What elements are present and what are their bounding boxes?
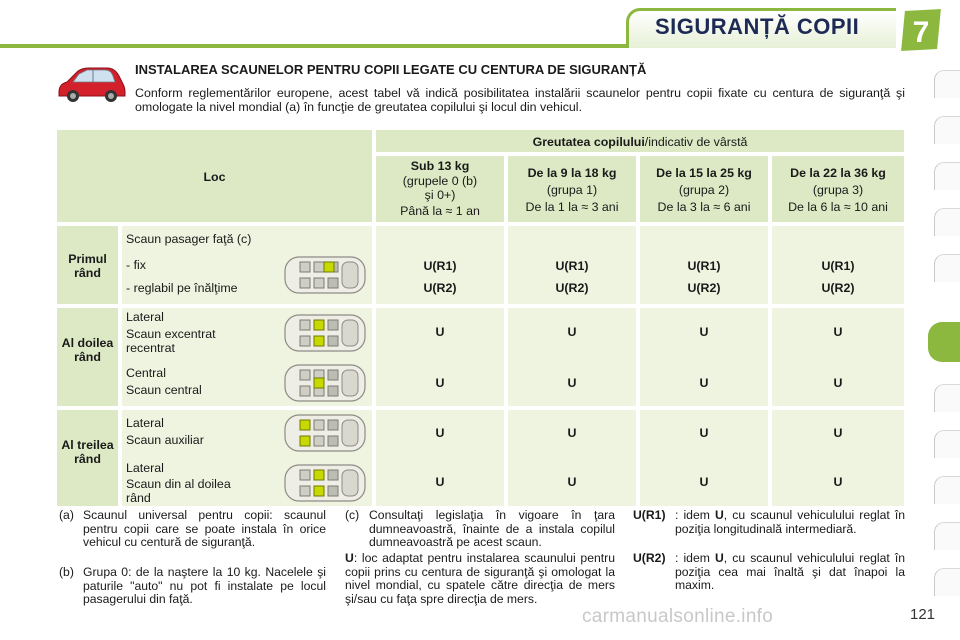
header-bar bbox=[0, 0, 960, 52]
seat-value: U(R2) bbox=[821, 281, 855, 295]
row-label: Al treilea rând bbox=[61, 438, 114, 466]
row-label: Primul rând bbox=[68, 252, 107, 280]
car-seat-diagram-icon bbox=[284, 414, 366, 452]
side-tab-active[interactable] bbox=[928, 322, 960, 362]
value-cell bbox=[772, 308, 904, 406]
side-tab[interactable] bbox=[934, 384, 960, 412]
car-seat-diagram-icon bbox=[284, 314, 366, 352]
seat-value: U bbox=[699, 426, 709, 440]
footnote-text: , cu scaunul vehiculului reglat în poziţia cea mai înaltă şi dat înapoi la maxim. bbox=[675, 551, 905, 592]
row-label-cell bbox=[57, 410, 118, 506]
seat-value: U bbox=[699, 475, 709, 489]
seat-value: U(R1) bbox=[555, 259, 589, 273]
seat-name: Lateral bbox=[126, 461, 164, 475]
footnote-b bbox=[59, 566, 326, 607]
footnote-a bbox=[59, 509, 326, 550]
seat-value: U bbox=[699, 376, 709, 390]
loc-header-cell bbox=[57, 130, 372, 222]
seat-cell bbox=[122, 410, 372, 506]
footnote-text: Scaunul universal pentru copii: scaunul pentru copii care se poate instala în orice vehicul cu centură de siguranţă. bbox=[83, 508, 326, 549]
column-header bbox=[772, 156, 904, 222]
side-tab[interactable] bbox=[934, 254, 960, 282]
seat-value: U bbox=[567, 325, 577, 339]
car-seat-diagram-icon bbox=[284, 364, 366, 402]
side-tab[interactable] bbox=[934, 522, 960, 550]
value-cell bbox=[508, 308, 636, 406]
car-seat-diagram-icon bbox=[284, 256, 366, 294]
seat-value: U bbox=[567, 376, 577, 390]
column-title: De la 15 la 25 kg bbox=[656, 166, 752, 180]
footnote-u bbox=[345, 552, 615, 606]
column-sub: şi 0+) bbox=[424, 188, 456, 202]
footnote-text: : idem bbox=[675, 508, 715, 522]
column-title: De la 22 la 36 kg bbox=[790, 166, 886, 180]
seat-option: - fix bbox=[126, 258, 146, 272]
footnote-key: U(R2) bbox=[633, 551, 666, 565]
seat-value: U(R1) bbox=[687, 259, 721, 273]
seat-name: Scaun excentrat recentrat bbox=[126, 327, 216, 355]
value-cell bbox=[640, 410, 768, 506]
value-cell bbox=[640, 308, 768, 406]
footnote-text: Consultaţi legislaţia în vigoare în ţara dumneavoastră, înainte de a instala copilul dumneavoastră pe acest scaun. bbox=[369, 508, 615, 549]
side-tab[interactable] bbox=[934, 430, 960, 458]
footnote-c bbox=[345, 509, 615, 550]
row-label-cell bbox=[57, 226, 118, 304]
seat-cell bbox=[122, 226, 372, 304]
seat-name: Scaun central bbox=[126, 383, 202, 397]
row-label: Al doilea rând bbox=[61, 336, 114, 364]
seat-name: Scaun din al doilea rând bbox=[126, 477, 231, 505]
value-cell bbox=[376, 226, 504, 304]
column-sub: (grupa 1) bbox=[546, 183, 598, 197]
svg-text:7: 7 bbox=[912, 16, 930, 49]
side-tab[interactable] bbox=[934, 162, 960, 190]
column-sub: (grupa 2) bbox=[678, 183, 730, 197]
seat-cell bbox=[122, 308, 372, 406]
column-sub: (grupa 3) bbox=[812, 183, 864, 197]
column-sub: (grupele 0 (b) bbox=[402, 174, 478, 188]
weight-header-bold: Greutatea copilului bbox=[532, 135, 645, 149]
column-age: De la 1 la ≈ 3 ani bbox=[525, 200, 619, 214]
seat-option: - reglabil pe înălţime bbox=[126, 281, 238, 295]
seat-name: Scaun pasager faţă (c) bbox=[126, 232, 252, 246]
seat-value: U bbox=[699, 325, 709, 339]
footnote-key: (c) bbox=[345, 508, 360, 522]
seat-value: U bbox=[833, 325, 843, 339]
footnote-key: (b) bbox=[59, 565, 74, 579]
seat-value: U bbox=[435, 325, 445, 339]
footnote-key: U bbox=[345, 551, 354, 565]
value-cell bbox=[772, 226, 904, 304]
column-age: De la 3 la ≈ 6 ani bbox=[657, 200, 751, 214]
seat-value: U bbox=[435, 376, 445, 390]
page-title: SIGURANȚĂ COPII bbox=[655, 14, 860, 39]
seat-name: Lateral bbox=[126, 310, 164, 324]
side-tab[interactable] bbox=[934, 568, 960, 596]
child-seat-table bbox=[57, 130, 904, 506]
column-title: De la 9 la 18 kg bbox=[527, 166, 617, 180]
value-cell bbox=[376, 410, 504, 506]
seat-value: U bbox=[833, 475, 843, 489]
footnote-r1 bbox=[633, 509, 905, 536]
watermark: carmanualsonline.info bbox=[582, 606, 774, 627]
side-tabs bbox=[928, 64, 960, 624]
value-cell bbox=[508, 410, 636, 506]
column-age: Până la ≈ 1 an bbox=[400, 204, 480, 218]
seat-value: U(R2) bbox=[555, 281, 589, 295]
column-title: Sub 13 kg bbox=[410, 159, 470, 173]
seat-name: Scaun auxiliar bbox=[126, 433, 204, 447]
value-cell bbox=[376, 308, 504, 406]
footnote-r2 bbox=[633, 552, 905, 593]
column-header bbox=[508, 156, 636, 222]
seat-value: U(R1) bbox=[423, 259, 457, 273]
seat-name: Lateral bbox=[126, 416, 164, 430]
value-cell bbox=[772, 410, 904, 506]
seat-value: U bbox=[833, 376, 843, 390]
seat-value: U(R1) bbox=[821, 259, 855, 273]
seat-value: U(R2) bbox=[687, 281, 721, 295]
section-title: INSTALAREA SCAUNELOR PENTRU COPII LEGATE CU CENTURA DE SIGURANȚĂ bbox=[135, 62, 647, 77]
seat-value: U bbox=[567, 426, 577, 440]
side-tab[interactable] bbox=[934, 70, 960, 98]
seat-value: U bbox=[435, 426, 445, 440]
value-cell bbox=[640, 226, 768, 304]
weight-header-cell bbox=[376, 130, 904, 152]
red-car-icon bbox=[55, 62, 127, 104]
intro-paragraph: Conform reglementărilor europene, acest tabel vă indică posibilitatea instalării scaunelor pentru copii fixate cu centura de siguranţă şi omologate la nivel mondial (a) în funcţie de greutatea copilului şi locul din vehicul. bbox=[135, 86, 905, 114]
footnote-key: U bbox=[714, 551, 724, 565]
footnote-text: , cu scaunul vehiculului reglat în poziţia longitudinală intermediară. bbox=[675, 508, 905, 536]
seat-name: Central bbox=[126, 366, 166, 380]
column-age: De la 6 la ≈ 10 ani bbox=[788, 200, 888, 214]
footnote-key: U bbox=[714, 508, 724, 522]
footnote-text: : loc adaptat pentru instalarea scaunului pentru copii prins cu centura de siguranţă şi omologat la nivel mondial, cu spatele către direcţia de mers şi/sau cu faţa spre direcţia de mers. bbox=[345, 551, 615, 606]
side-tab[interactable] bbox=[934, 116, 960, 144]
seat-value: U bbox=[567, 475, 577, 489]
footnote-key: (a) bbox=[59, 508, 74, 522]
footnote-text: : idem bbox=[675, 551, 715, 565]
car-seat-diagram-icon bbox=[284, 464, 366, 502]
value-cell bbox=[508, 226, 636, 304]
side-tab[interactable] bbox=[934, 476, 960, 504]
seat-value: U bbox=[435, 475, 445, 489]
footnote-key: U(R1) bbox=[633, 508, 666, 522]
column-header bbox=[640, 156, 768, 222]
row-label-cell bbox=[57, 308, 118, 406]
side-tab[interactable] bbox=[934, 208, 960, 236]
page-number: 121 bbox=[910, 606, 936, 623]
chapter-badge bbox=[898, 6, 944, 54]
weight-header bbox=[376, 135, 904, 149]
column-header bbox=[376, 156, 504, 222]
seat-value: U(R2) bbox=[423, 281, 457, 295]
weight-header-rest: /indicativ de vârstă bbox=[644, 135, 748, 149]
seat-value: U bbox=[833, 426, 843, 440]
loc-header: Loc bbox=[203, 170, 226, 184]
footnote-text: Grupa 0: de la naştere la 10 kg. Nacelele şi paturile "auto" nu pot fi instalate pe locul pasagerului din faţă. bbox=[83, 565, 326, 606]
